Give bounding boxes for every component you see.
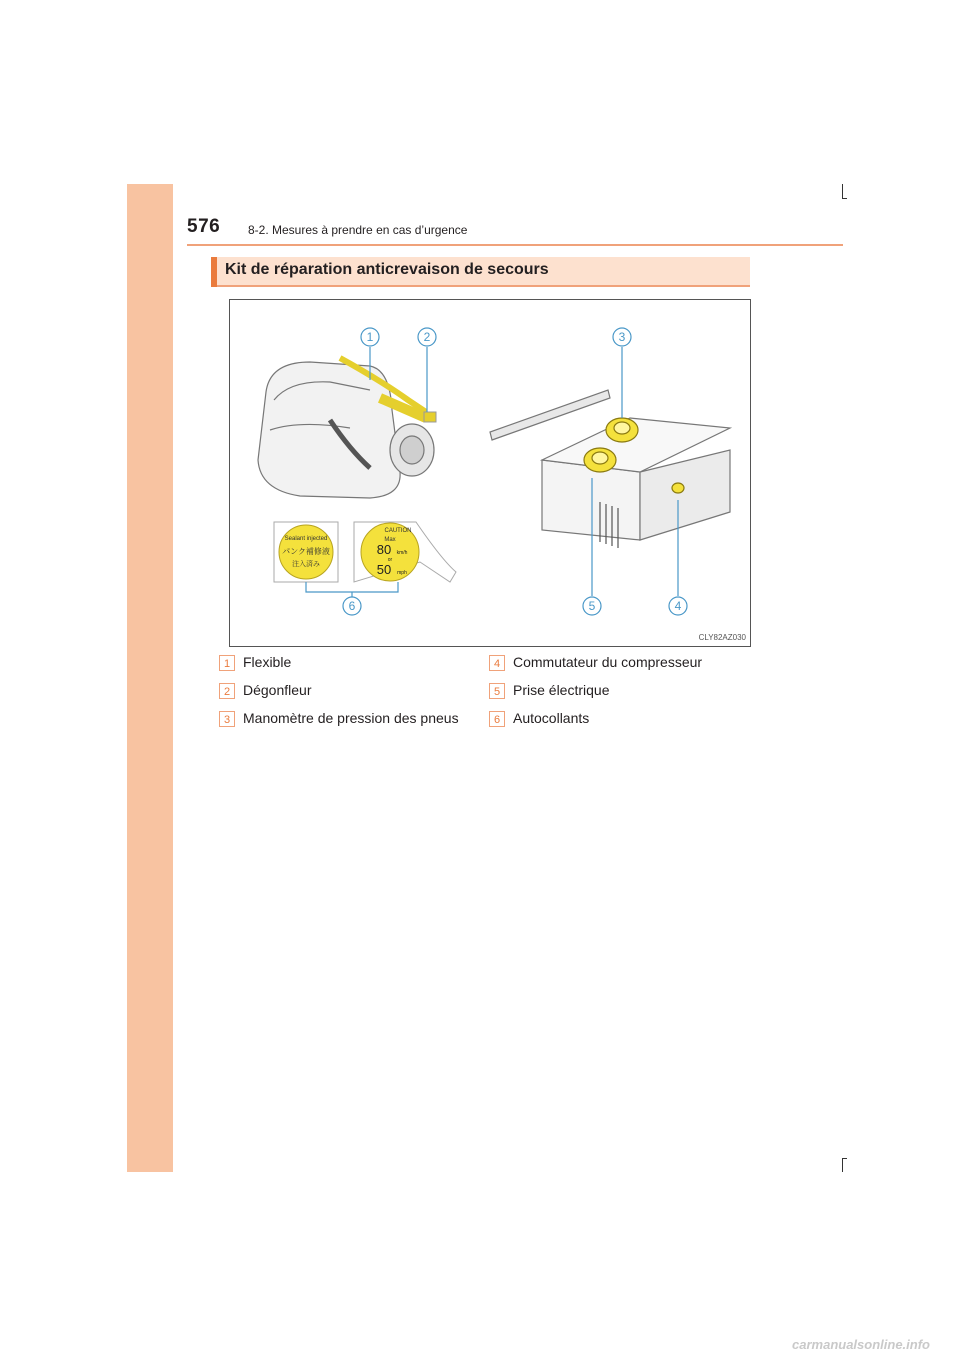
crop-mark [842,1158,847,1159]
sticker-or: or [387,557,393,563]
legend-label: Dégonfleur [243,682,312,698]
legend-label: Commutateur du compresseur [513,654,703,670]
sticker-caution: CAUTION [384,528,412,534]
crop-mark [842,184,843,198]
legend-label: Manomètre de pression des pneus [243,710,459,726]
sticker-speed-1: 80 [376,542,392,557]
figure-code: CLY82AZ030 [698,633,746,642]
callout-4: 4 [674,599,682,613]
sticker-unit-2: mph [397,570,407,576]
heading-accent [211,257,217,287]
sticker-left-line1: Sealant injected [284,536,328,542]
legend-number: 2 [219,683,235,699]
sticker-left-line2: パンク補修液 [282,547,330,556]
legend-number: 4 [489,655,505,671]
sticker-unit-1: km/h [396,550,408,556]
header-rule [187,244,843,246]
legend-number: 1 [219,655,235,671]
sticker-speed-caution [354,522,456,582]
callout-5: 5 [588,599,596,613]
heading-title: Kit de réparation anticrevaison de secours [225,261,549,278]
sticker-left-line3: 注入済み [292,561,320,568]
section-heading [211,257,750,287]
footer-watermark: carmanualsonline.info [792,1337,930,1352]
sticker-max: Max [384,537,396,543]
page-number: 576 [187,216,221,237]
legend-label: Autocollants [513,710,590,726]
callout-2: 2 [423,330,431,344]
sticker-speed-2: 50 [376,562,392,577]
legend-number: 5 [489,683,505,699]
chapter-side-bar [127,184,173,1172]
section-title: 8-2. Mesures à prendre en cas d’urgence [248,223,468,237]
legend-number: 3 [219,711,235,727]
sticker-sealant-injected [274,522,338,582]
legend-number: 6 [489,711,505,727]
legend-label: Prise électrique [513,682,610,698]
callout-1: 1 [366,330,374,344]
crop-mark [842,198,847,199]
legend-label: Flexible [243,654,292,670]
crop-mark [842,1158,843,1172]
illustration-svg [230,300,750,646]
callout-3: 3 [618,330,626,344]
compressor-unit [258,362,434,498]
callout-6: 6 [348,599,356,613]
repair-kit-illustration [229,299,751,647]
